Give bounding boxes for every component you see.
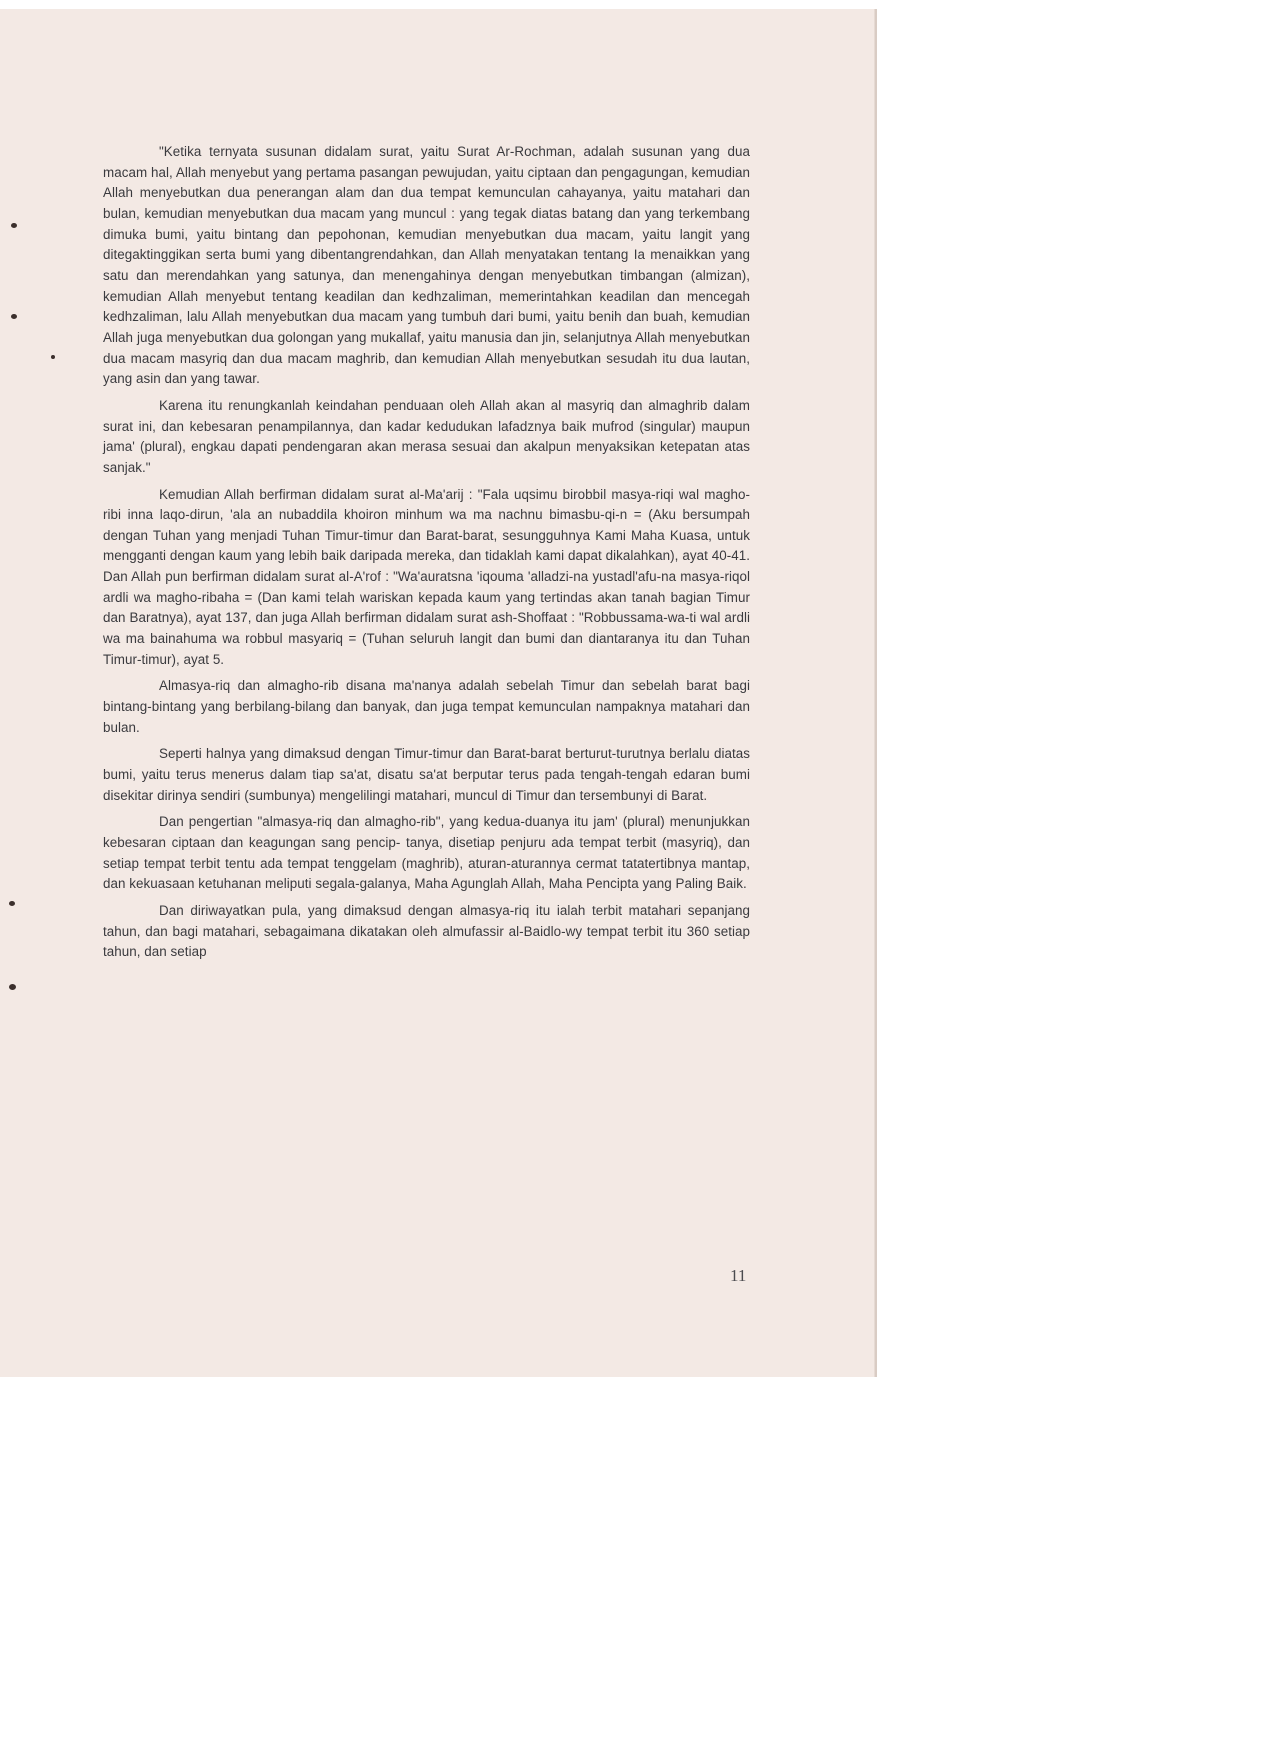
paragraph: Dan pengertian "almasya-riq dan almagho-rib", yang kedua-duanya itu jam' (plural) menunjukkan kebesaran ciptaan dan keagungan sang pencip- tanya, disetiap penjuru ada tempat terbit (masyriq), dan setiap tempat terbit tentu ada tempat tenggelam (maghrib), aturan-aturannya cermat tatatertibnya mantap, dan kekuasaan ketuhanan meliputi segala-galanya, Maha Agunglah Allah, Maha Pencipta yang Paling Baik.	[103, 814, 750, 892]
binding-hole-mark	[51, 355, 55, 359]
paragraph: Seperti halnya yang dimaksud dengan Timur-timur dan Barat-barat berturut-turutnya berlalu diatas bumi, yaitu terus menerus dalam tiap sa'at, disatu sa'at berputar terus pada tengah-tengah edaran bumi disekitar dirinya sendiri (sumbunya) mengelilingi matahari, muncul di Timur dan tersembunyi di Barat.	[103, 746, 750, 803]
page-number: 11	[730, 1266, 747, 1285]
paragraph: Dan diriwayatkan pula, yang dimaksud dengan almasya-riq itu ialah terbit matahari sepanjang tahun, dan bagi matahari, sebagaimana dikatakan oleh almufassir al-Baidlo-wy tempat terbit itu 360 setiap tahun, dan setiap	[103, 902, 750, 960]
paragraph: "Ketika ternyata susunan didalam surat, yaitu Surat Ar-Rochman, adalah susunan yang dua macam hal, Allah menyebut yang pertama pasangan pewujudan, yaitu ciptaan dan pengagungan, kemudian Allah menyebutkan dua penerangan alam dan dua tempat kemunculan cahayanya, yaitu matahari dan bulan, kemudian menyebutkan dua macam yang muncul : yang tegak diatas batang dan yang terkembang dimuka bumi, yaitu bintang dan pepohonan, kemudian menyebutkan dua macam, yaitu langit yang ditegaktinggikan serta bumi yang dibentangrendahkan, dan Allah menyatakan tentang Ia menaikkan yang satu dan merendahkan yang satunya, dan menengahinya dengan menyebutkan timbangan (almizan), kemudian Allah menyebut tentang keadilan dan kedhzaliman, memerintahkan keadilan dan mencegah kedhzaliman, lalu Allah menyebutkan dua macam yang tumbuh dari bumi, yaitu benih dan buah, kemudian Allah juga menyebutkan dua golongan yang mukallaf, yaitu manusia dan jin, selanjutnya Allah menyebutkan dua macam masyriq dan dua macam maghrib, dan kemudian Allah menyebutkan sesudah itu dua lautan, yang asin dan yang tawar.	[103, 144, 750, 387]
paragraph: Karena itu renungkanlah keindahan penduaan oleh Allah akan al masyriq dan almaghrib dalam surat ini, dan kebesaran penampilannya, dan kadar kedudukan lafadznya baik mufrod (singular) maupun jama' (plural), engkau dapati pendengaran akan merasa sesuai dan akalpun menyaksikan ketepatan atas sanjak."	[103, 397, 750, 475]
binding-hole-mark	[9, 984, 16, 990]
binding-hole-mark	[11, 314, 17, 319]
body-text	[103, 142, 750, 969]
paragraph: Kemudian Allah berfirman didalam surat al-Ma'arij : "Fala uqsimu birobbil masya-riqi wal magho-ribi inna laqo-dirun, 'ala an nubaddila khoiron minhum wa ma nachnu bimasbu-qi-n = (Aku bersumpah dengan Tuhan yang menjadi Tuhan Timur-timur dan Barat-barat, sesungguhnya Kami Maha Kuasa, untuk mengganti dengan kaum yang lebih baik daripada mereka, dan tidaklah kami dapat dikalahkan), ayat 40-41. Dan Allah pun berfirman didalam surat al-A'rof : "Wa'auratsna 'iqouma 'alladzi-na yustadl'afu-na masya-riqol ardli wa magho-ribaha = (Dan kami telah wariskan kepada kaum yang tertindas akan tanah bagian Timur dan Baratnya), ayat 137, dan juga Allah berfirman didalam surat ash-Shoffaat : "Robbussama-wa-ti wal ardli wa ma bainahuma wa robbul masyariq = (Tuhan seluruh langit dan bumi dan diantaranya itu dan Tuhan Timur-timur), ayat 5.	[103, 486, 750, 667]
binding-hole-mark	[11, 223, 17, 228]
scanned-page	[0, 9, 877, 1377]
paragraph: Almasya-riq dan almagho-rib disana ma'nanya adalah sebelah Timur dan sebelah barat bagi bintang-bintang yang berbilang-bilang dan banyak, dan juga tempat kemunculan nampaknya matahari dan bulan.	[103, 678, 750, 735]
binding-hole-mark	[9, 901, 15, 906]
